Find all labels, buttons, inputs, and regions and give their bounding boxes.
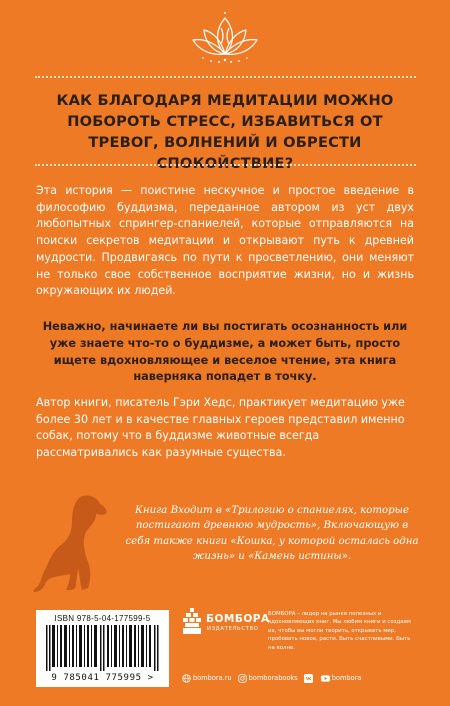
vk-icon — [304, 674, 313, 683]
social-label: bombora — [331, 674, 362, 682]
barcode-bars — [46, 625, 159, 671]
description-paragraph: Эта история — поистине нескучное и простое введение в философию буддизма, переданное автором из уст двух любопытных спрингер-спаниелей, которые отправляются на поиски секретов медитации и открывают путь к древней мудрости. Продвигаясь по пути к просветлению, они меняют не только свое собственное восприятие жизни, но и жизнь окружающих их людей. — [36, 184, 414, 298]
divider-bottom — [35, 164, 416, 166]
social-label: bomborabooks — [248, 674, 298, 682]
lotus-icon — [191, 10, 259, 68]
instagram-icon — [238, 674, 247, 683]
emphasis-paragraph: Неважно, начинаете ли вы постигать осознанность или уже знаете что-то о буддизме, а может быть, просто ищете вдохновляющее и веселое чтение, эта книга наверняка попадет в точку. — [42, 320, 408, 384]
social-label: bombora.ru — [193, 674, 232, 682]
social-item[interactable] — [182, 674, 232, 683]
barcode — [36, 610, 169, 687]
social-item[interactable] — [321, 674, 362, 683]
youtube-icon — [321, 674, 330, 683]
dog-silhouette-icon — [30, 492, 112, 594]
social-links — [182, 672, 422, 684]
headline: КАК БЛАГОДАРЯ МЕДИТАЦИИ МОЖНО ПОБОРОТЬ СТРЕСС, ИЗБАВИТЬСЯ ОТ ТРЕВОГ, ВОЛНЕНИЙ И ОБРЕСТИ СПОКОЙСТВИЕ? — [56, 92, 394, 172]
divider-top — [35, 76, 416, 78]
social-item[interactable] — [304, 674, 315, 683]
bombora-logo-icon — [180, 606, 204, 636]
author-paragraph: Автор книги, писатель Гэри Хедс, практикует медитацию уже более 30 лет и в качестве главных героев представил именно собак, потому что в буддизме животные всегда рассматривались как разумные существа. — [36, 396, 405, 460]
trilogy-note: Книга Входит в «Трилогию о спаниелях, которые постигают древнюю мудрость», Включающую в себя также книги «Кошка, у которой осталась одна жизнь» и «Камень истины». — [125, 505, 419, 562]
social-item[interactable] — [238, 674, 298, 683]
publisher-subtitle: ИЗДАТЕЛЬСТВО — [207, 626, 259, 632]
publisher-name: БОМБОРА — [206, 613, 270, 625]
publisher-description: БОМБОРА – лидер на рынке полезных и вдохновляющих книг. Мы любим книги и создаем их, чтобы вы могли творить, открывать мир, пробовать новое, расти. Быть счастливыми. Быть на волне. — [268, 611, 411, 651]
barcode-digits: 9 785041 775995 > — [51, 673, 154, 683]
globe-icon — [182, 674, 191, 683]
isbn-text: ISBN 978-5-04-177599-5 — [54, 614, 151, 623]
